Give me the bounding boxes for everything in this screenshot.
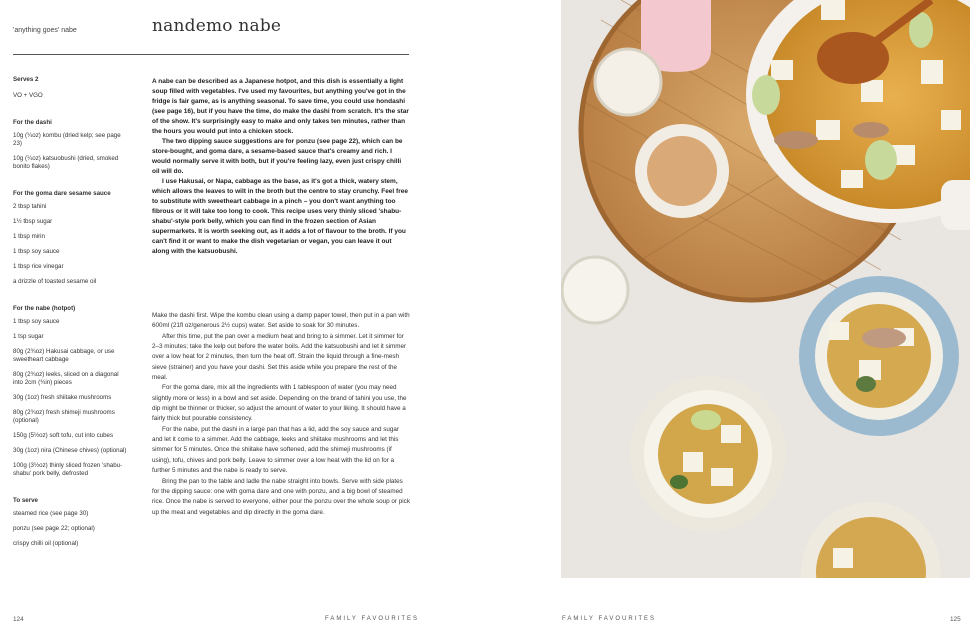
serves-label: Serves 2 — [13, 76, 39, 83]
method-paragraph: Make the dashi first. Wipe the kombu clean using a damp paper towel, then put in a pan with 600ml (21fl oz/generous 2½ cups) water. Set aside to soak for 30 minutes. — [152, 312, 410, 330]
ingredient-groups — [13, 119, 128, 548]
ingredient-line: 2 tbsp tahini — [13, 203, 47, 210]
ingredient-line: steamed rice (see page 30) — [13, 510, 89, 517]
page-number-right: 125 — [950, 616, 961, 623]
ingredient-group-heading: For the dashi — [13, 119, 52, 126]
ingredient-group-heading: To serve — [13, 497, 38, 504]
ingredient-line: crispy chilli oil (optional) — [13, 540, 79, 547]
page-number-left: 124 — [13, 616, 24, 623]
ingredient-line: 1 tbsp soy sauce — [13, 248, 60, 255]
ingredient-line: 80g (2¾oz) Hakusai cabbage, or use sweetheart cabbage — [13, 348, 115, 363]
method-paragraph: After this time, put the pan over a medium heat and bring to a simmer. Let it simmer for 2–3 minutes; take the kelp out before the water boils. Add the katsuobushi and let it simmer over a low heat for 2 minutes, then turn the heat off. Strain the liquid through a fine-mesh sieve (strainer) and you have your dashi. Set this aside while you prepare the rest of the meal. — [152, 332, 407, 382]
ingredient-group-heading: For the goma dare sesame sauce — [13, 190, 111, 197]
right-page — [430, 0, 970, 644]
ingredients-column — [13, 76, 128, 555]
dietary-label: VO + VGO — [13, 92, 43, 99]
ingredient-line: 150g (5½oz) soft tofu, cut into cubes — [13, 432, 114, 439]
ingredient-line: 1 tbsp soy sauce — [13, 318, 60, 325]
ingredient-line: 1 tsp sugar — [13, 333, 44, 340]
method-paragraph: For the nabe, put the dashi in a large pan that has a lid, add the soy sauce and sugar and let it come to a simmer. Add the cabbage, leeks and shiitake mushrooms and let this simmer for 5 minutes. Once the shiitake have softened, add the shimeji mushrooms (if using), tofu, chives and pork belly. Leave to simmer over a low heat with the lid on for a further 5 minutes and the nabe is ready to serve. — [152, 425, 399, 475]
title-rule — [13, 54, 409, 55]
ingredient-line: 10g (¼oz) katsuobushi (dried, smoked bonito flakes) — [13, 155, 119, 170]
ingredient-line: 1 tbsp rice vinegar — [13, 263, 64, 270]
ingredient-line: 30g (1oz) nira (Chinese chives) (optional) — [13, 447, 127, 454]
recipe-title: nandemo nabe — [152, 16, 282, 36]
ingredient-line: 100g (3½oz) thinly sliced frozen 'shabu-shabu' pork belly, defrosted — [13, 462, 123, 477]
ingredient-group-heading: For the nabe (hotpot) — [13, 305, 76, 312]
ingredient-line: 1 tbsp mirin — [13, 233, 45, 240]
food-photo — [561, 0, 970, 578]
ingredient-line: 10g (¼oz) kombu (dried kelp; see page 23) — [13, 132, 121, 147]
ingredient-line: 1½ tbsp sugar — [13, 218, 53, 225]
left-page — [0, 0, 430, 644]
intro-text — [152, 77, 410, 257]
ingredient-line: ponzu (see page 22; optional) — [13, 525, 95, 532]
recipe-kicker: 'anything goes' nabe — [13, 27, 77, 34]
glass-middle — [562, 257, 628, 323]
ingredient-line: 80g (2¾oz) fresh shimeji mushrooms (optional) — [13, 409, 115, 424]
intro-paragraph: A nabe can be described as a Japanese hotpot, and this dish is essentially a light soup filled with vegetables. I've used my favourites, but anything you've got in the fridge is fair game, as is anything seasonal. To save time, you could use hondashi (see page 16), but if you have the time, do make the dashi from scratch. It's the star of the show. It's surprisingly easy to make and only takes ten minutes, rather than the hours you would put into a chicken stock. — [152, 78, 409, 135]
method-paragraph: Bring the pan to the table and ladle the nabe straight into bowls. Serve with side plates for the dipping sauce: one with goma dare and one with ponzu, and a big bowl of steamed rice. Once the nabe is served to everyone, either pour the ponzu over the whole soup or pick up the meat and vegetables and dip directly in the goma dare. — [152, 477, 410, 516]
intro-paragraph: I use Hakusai, or Napa, cabbage as the base, as it's got a thick, watery stem, which allows the leaves to wilt in the broth but the centre to stay crunchy. Feel free to substitute with sweetheart cabbage in a pinch – you don't want anything too fibrous or it will take too long to cook. This recipe uses very thinly sliced 'shabu-shabu'-style pork belly, which you can find in the frozen section of Asian supermarkets. It is worth seeking out, as it adds a lot of flavour to the broth. If you can't find it or want to make the dish vegetarian or vegan, you can leave it out along with the katsuobushi. — [152, 178, 408, 255]
ingredient-line: 30g (1oz) fresh shiitake mushrooms — [13, 394, 112, 401]
method-text — [152, 311, 410, 518]
intro-paragraph: The two dipping sauce suggestions are for ponzu (see page 22), which can be store-bought, and goma dare, a sesame-based sauce that's creamy and rich. I would normally serve it with both, but if you're feeling lazy, even just crispy chilli oil will do. — [152, 138, 403, 175]
pan-handle — [941, 180, 970, 230]
ingredient-line: 80g (2¾oz) leeks, sliced on a diagonal into 2cm (¾in) pieces — [13, 371, 119, 386]
running-head-right: FAMILY FAVOURITES — [562, 616, 657, 622]
glass-top — [595, 49, 661, 115]
running-head-left: FAMILY FAVOURITES — [325, 616, 420, 622]
method-paragraph: For the goma dare, mix all the ingredients with 1 tablespoon of water (you may need slightly more or less) in a bowl and set aside. Depending on the brand of tahini you use, the dip might be thinner or thicker, so adjust the amount of water to your liking. It should have a fairly thick but pourable consistency. — [152, 384, 407, 423]
ingredient-line: a drizzle of toasted sesame oil — [13, 278, 97, 285]
